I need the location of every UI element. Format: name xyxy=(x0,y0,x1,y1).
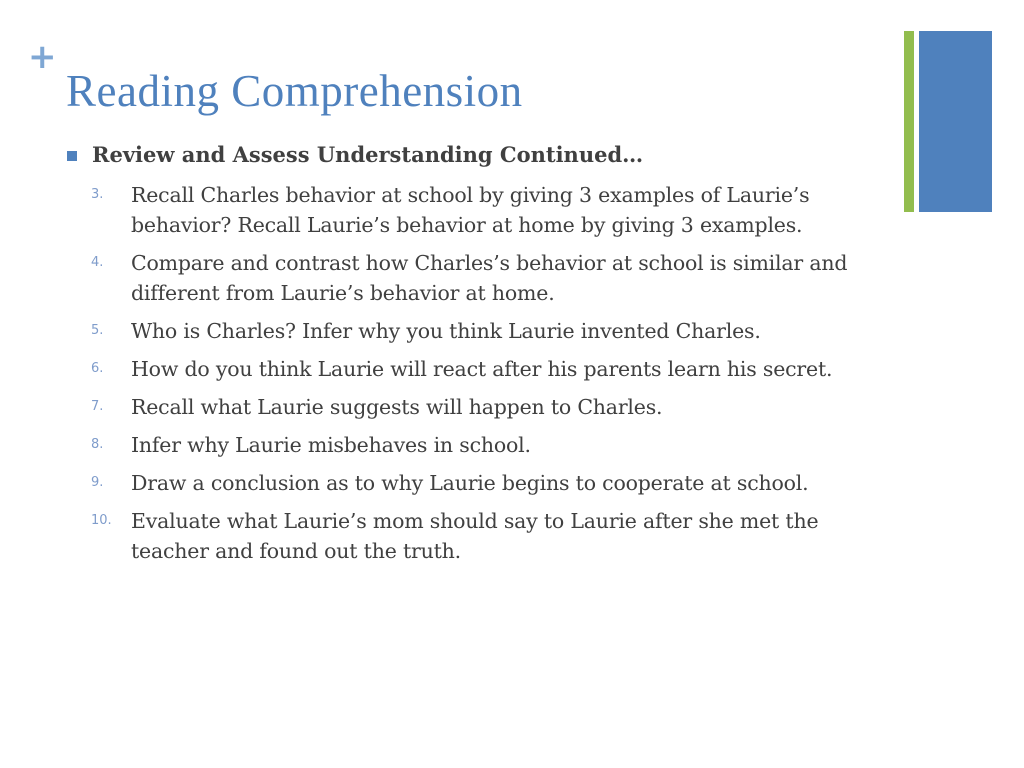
list-item-text: Compare and contrast how Charles’s behavior at school is similar and different from Laurie’s behavior at home. xyxy=(131,251,848,305)
slide-title: Reading Comprehension xyxy=(66,66,523,116)
list-item-number: 9. xyxy=(91,475,104,490)
slide-body xyxy=(67,140,887,574)
list-item-text: Evaluate what Laurie’s mom should say to Laurie after she met the teacher and found out the truth. xyxy=(131,509,819,563)
plus-icon: + xyxy=(28,37,57,77)
list-item-number: 7. xyxy=(91,399,104,414)
list-item-number: 5. xyxy=(91,323,104,338)
list-item-text: Infer why Laurie misbehaves in school. xyxy=(131,433,531,457)
square-bullet-icon xyxy=(67,151,77,161)
list-item-text: Recall Charles behavior at school by giving 3 examples of Laurie’s behavior? Recall Laurie’s behavior at home by giving 3 examples. xyxy=(131,183,810,237)
bullet-heading-row xyxy=(67,140,887,170)
list-item-number: 3. xyxy=(91,187,104,202)
list-item-number: 6. xyxy=(91,361,104,376)
list-item xyxy=(67,468,887,498)
list-item xyxy=(67,430,887,460)
list-item-text: Draw a conclusion as to why Laurie begins to cooperate at school. xyxy=(131,471,809,495)
list-item-text: Who is Charles? Infer why you think Laurie invented Charles. xyxy=(131,319,761,343)
list-item-text: How do you think Laurie will react after his parents learn his secret. xyxy=(131,357,833,381)
list-item-number: 4. xyxy=(91,255,104,270)
bullet-heading: Review and Assess Understanding Continued… xyxy=(92,142,644,167)
list-item xyxy=(67,506,887,566)
list-item-text: Recall what Laurie suggests will happen to Charles. xyxy=(131,395,663,419)
list-item xyxy=(67,248,887,308)
list-item xyxy=(67,180,887,240)
list-item xyxy=(67,392,887,422)
decorative-green-bar xyxy=(904,31,914,212)
list-item-number: 10. xyxy=(91,513,112,528)
decorative-blue-block xyxy=(919,31,992,212)
list-item xyxy=(67,354,887,384)
list-item-number: 8. xyxy=(91,437,104,452)
list-item xyxy=(67,316,887,346)
question-list xyxy=(67,180,887,566)
